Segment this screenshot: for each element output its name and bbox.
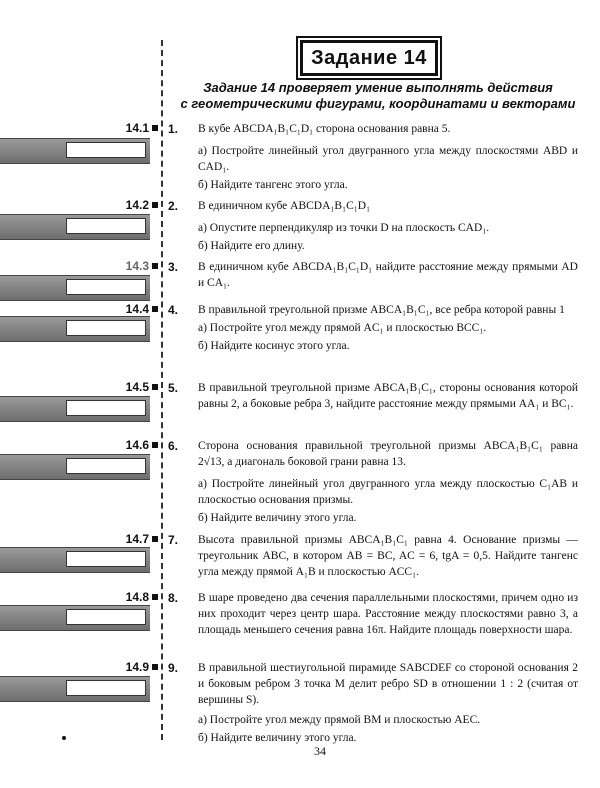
- answer-label-14-1: 14.1: [100, 121, 158, 135]
- task-subtitle: [168, 80, 588, 112]
- task-number: 5.: [168, 381, 179, 395]
- task-part-a: а) Опустите перпендикуляр из точки D на плоскость CAD₁.: [198, 222, 490, 234]
- task-text: В правильной шестиугольной пирамиде SABCDEF со стороной основания 2 и боковым ребром 3 точка M делит ребро SD в отношении 1 : 2 (считая от вершины S).: [198, 662, 578, 706]
- task-part-a: а) Постройте линейный угол двугранного угла между плоскостью C₁AB и плоскостью основания призмы.: [198, 478, 578, 506]
- answer-slot[interactable]: [66, 279, 146, 295]
- task-text: Высота правильной призмы ABCA₁B₁C₁ равна 4. Основание призмы — треугольник ABC, в котором AB = BC, AC = 6, tgA = 0,5. Найдите тангенс угла между прямой A₁B и плоскостью ACC₁.: [198, 534, 578, 578]
- task-number: 1.: [168, 122, 179, 136]
- answer-slot[interactable]: [66, 458, 146, 474]
- answer-card-14-2: [0, 214, 150, 238]
- answer-label-14-9: 14.9: [100, 660, 158, 674]
- task-part-b: б) Найдите величину этого угла.: [198, 512, 357, 524]
- task-text: В единичном кубе ABCDA₁B₁C₁D₁: [198, 200, 371, 212]
- answer-card-14-9: [0, 676, 150, 700]
- answer-card-14-3: [0, 275, 150, 299]
- task-text: В кубе ABCDA₁B₁C₁D₁ сторона основания равна 5.: [198, 123, 451, 135]
- ink-dot: [62, 736, 66, 740]
- answer-label-14-8: 14.8: [100, 590, 158, 604]
- task-2: [168, 198, 578, 260]
- page-number: 34: [314, 744, 326, 758]
- answer-label-14-3: 14.3: [100, 259, 158, 273]
- task-number: 7.: [168, 533, 179, 547]
- task-number: 9.: [168, 661, 179, 675]
- answer-slot[interactable]: [66, 142, 146, 158]
- answer-card-14-8: [0, 605, 150, 629]
- task-number: 3.: [168, 260, 179, 274]
- answer-card-14-6: [0, 454, 150, 478]
- task-text: В правильной треугольной призме ABCA₁B₁C₁, стороны основания которой равны 2, а боковые ребра 3, найдите расстояние между прямыми AA₁ и BC₁.: [198, 382, 578, 410]
- answer-label-14-4: 14.4: [100, 302, 158, 316]
- task-4: [168, 302, 578, 360]
- task-9: [168, 660, 578, 752]
- answer-label-14-7: 14.7: [100, 532, 158, 546]
- task-part-a: а) Постройте угол между прямой BM и плоскостью AEC.: [198, 714, 481, 726]
- answer-card-14-7: [0, 547, 150, 571]
- subtitle-line-1: Задание 14 проверяет умение выполнять действия: [203, 80, 553, 95]
- task-part-a: а) Постройте линейный угол двугранного угла между плоскостями ABD и CAD₁.: [198, 145, 578, 173]
- answer-slot[interactable]: [66, 320, 146, 336]
- answer-card-14-4: [0, 316, 150, 340]
- answer-slot[interactable]: [66, 400, 146, 416]
- task-part-b: б) Найдите тангенс этого угла.: [198, 179, 348, 191]
- task-5: [168, 380, 578, 418]
- answer-label-14-5: 14.5: [100, 380, 158, 394]
- task-6: [168, 438, 578, 532]
- answer-slot[interactable]: [66, 680, 146, 696]
- task-part-b: б) Найдите косинус этого угла.: [198, 340, 350, 352]
- task-title: Задание 14: [311, 46, 427, 69]
- answer-slot[interactable]: [66, 551, 146, 567]
- task-text: В единичном кубе ABCDA₁B₁C₁D₁ найдите расстояние между прямыми AD и CA₁.: [198, 261, 578, 289]
- task-number: 8.: [168, 591, 179, 605]
- task-text: В правильной треугольной призме ABCA₁B₁C₁, все ребра которой равны 1: [198, 304, 565, 316]
- task-number: 4.: [168, 303, 179, 317]
- answer-slot[interactable]: [66, 609, 146, 625]
- task-part-b: б) Найдите величину этого угла.: [198, 732, 357, 744]
- task-number: 2.: [168, 199, 179, 213]
- task-number: 6.: [168, 439, 179, 453]
- task-part-a: а) Постройте угол между прямой AC₁ и плоскостью BCC₁.: [198, 322, 487, 334]
- subtitle-line-2: с геометрическими фигурами, координатами и векторами: [180, 96, 576, 111]
- task-7: [168, 532, 578, 586]
- task-8: [168, 590, 578, 644]
- task-1: [168, 121, 578, 199]
- answer-card-14-1: [0, 138, 150, 162]
- task-3: [168, 259, 578, 297]
- task-text: Сторона основания правильной треугольной призмы ABCA₁B₁C₁ равна 2√13, а диагональ боковой грани равна 13.: [198, 440, 578, 468]
- task-part-b: б) Найдите его длину.: [198, 240, 305, 252]
- answer-label-14-6: 14.6: [100, 438, 158, 452]
- answer-label-14-2: 14.2: [100, 198, 158, 212]
- task-text: В шаре проведено два сечения параллельными плоскостями, причем одно из них проходит через центр шара. Расстояние между плоскостями равно 3, а площадь меньшего сечения равна 16π. Найдите площадь поверхности шара.: [198, 592, 578, 636]
- answer-slot[interactable]: [66, 218, 146, 234]
- task-title-box: [300, 40, 438, 76]
- answer-card-14-5: [0, 396, 150, 420]
- dashed-cut-line: [161, 40, 163, 740]
